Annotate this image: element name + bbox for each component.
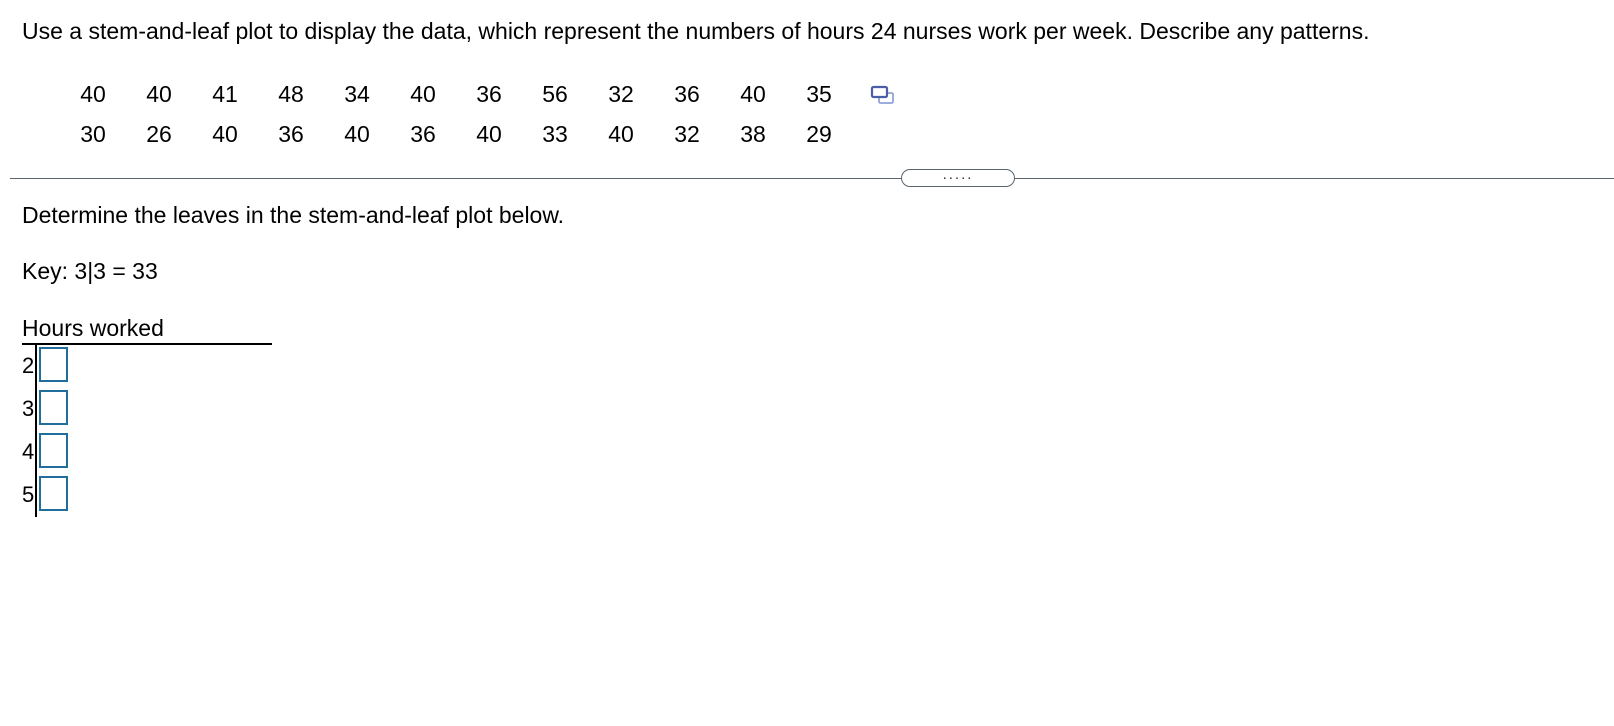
data-cell: 40 bbox=[212, 120, 238, 147]
data-cell: 33 bbox=[542, 120, 568, 147]
copy-data-icon[interactable] bbox=[870, 84, 896, 106]
data-cell: 40 bbox=[80, 80, 106, 107]
data-cell: 29 bbox=[806, 120, 832, 147]
instruction-text: Determine the leaves in the stem-and-leaf plot below. bbox=[22, 202, 565, 228]
leaf-input-stem-2[interactable] bbox=[39, 347, 68, 382]
data-table bbox=[60, 74, 852, 154]
data-cell: 32 bbox=[608, 80, 634, 107]
leaf-input-stem-4[interactable] bbox=[39, 433, 68, 468]
data-cell: 38 bbox=[740, 120, 766, 147]
plot-header-rule bbox=[22, 343, 272, 345]
data-cell: 40 bbox=[608, 120, 634, 147]
data-cell: 36 bbox=[476, 80, 502, 107]
expand-handle[interactable]: ..... bbox=[901, 169, 1015, 187]
plot-stem-divider bbox=[35, 345, 37, 517]
data-cell: 34 bbox=[344, 80, 370, 107]
stem-label: 2 bbox=[22, 353, 35, 378]
data-cell: 48 bbox=[278, 80, 304, 107]
leaf-input-stem-5[interactable] bbox=[39, 476, 68, 511]
stem-label: 4 bbox=[22, 439, 35, 464]
plot-key: Key: 3|3 = 33 bbox=[22, 258, 158, 284]
data-cell: 40 bbox=[410, 80, 436, 107]
stem-label: 3 bbox=[22, 396, 35, 421]
data-cell: 35 bbox=[806, 80, 832, 107]
data-cell: 36 bbox=[278, 120, 304, 147]
data-cell: 26 bbox=[146, 120, 172, 147]
data-cell: 40 bbox=[344, 120, 370, 147]
data-cell: 56 bbox=[542, 80, 568, 107]
data-cell: 36 bbox=[674, 80, 700, 107]
section-divider bbox=[10, 178, 1614, 179]
data-cell: 40 bbox=[146, 80, 172, 107]
data-cell: 40 bbox=[476, 120, 502, 147]
plot-title: Hours worked bbox=[22, 315, 164, 341]
data-cell: 32 bbox=[674, 120, 700, 147]
data-row bbox=[60, 114, 852, 154]
stem-label: 5 bbox=[22, 482, 35, 507]
data-row bbox=[60, 74, 852, 114]
data-cell: 41 bbox=[212, 80, 238, 107]
data-cell: 36 bbox=[410, 120, 436, 147]
data-cell: 40 bbox=[740, 80, 766, 107]
data-cell: 30 bbox=[80, 120, 106, 147]
leaf-input-stem-3[interactable] bbox=[39, 390, 68, 425]
question-text: Use a stem-and-leaf plot to display the data, which represent the numbers of hours 24 nurses work per week. Describe any patterns. bbox=[22, 18, 1370, 44]
